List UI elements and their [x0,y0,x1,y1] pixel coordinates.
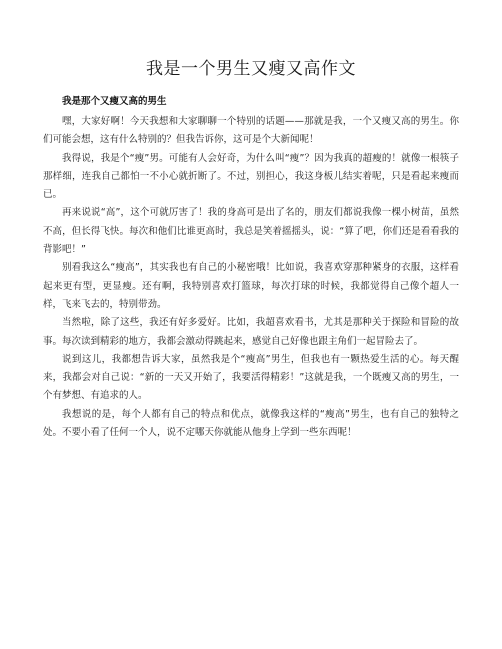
paragraph: 别看我这么“瘦高”，其实我也有自己的小秘密哦！比如说，我喜欢穿那种紧身的衣服，这样看起来更有型，更显瘦。还有啊，我特别喜欢打篮球，每次打球的时候，我都觉得自己像个超人一样，飞来飞去的，特别带劲。 [43,262,459,310]
page-title: 我是一个男生又瘦又高作文 [146,59,356,79]
paragraph: 再来说说“高”，这个可就厉害了！我的身高可是出了名的，朋友们都说我像一棵小树苗，虽然不高，但长得飞快。每次和他们比谁更高时，我总是笑着摇摇头，说：“算了吧，你们还是看看我的背影吧！” [43,207,459,256]
article-body [43,113,459,442]
paragraph: 我得说，我是个“瘦”男。可能有人会好奇，为什么叫“瘦”？因为我真的超瘦的！就像一根筷子那样细，连我自己都怕一不小心就折断了。不过，别担心，我这身板儿结实着呢，只是看起来瘦而已。 [43,152,459,201]
paragraph: 我想说的是，每个人都有自己的特点和优点，就像我这样的“瘦高”男生，也有自己的独特之处。不要小看了任何一个人，说不定哪天你就能从他身上学到一些东西呢！ [43,408,459,439]
paragraph: 当然啦，除了这些，我还有好多爱好。比如，我超喜欢看书，尤其是那种关于探险和冒险的故事。每次读到精彩的地方，我都会激动得跳起来，感觉自己好像也跟主角们一起冒险去了。 [43,317,459,347]
paragraph: 嘿，大家好啊！今天我想和大家聊聊一个特别的话题——那就是我，一个又瘦又高的男生。你们可能会想，这有什么特别的？但我告诉你，这可是个大新闻呢！ [43,116,459,146]
section-heading: 我是那个又瘦又高的男生 [62,96,167,107]
paragraph: 说到这儿，我都想告诉大家，虽然我是个“瘦高”男生，但我也有一颗热爱生活的心。每天醒来，我都会对自己说：“新的一天又开始了，我要活得精彩！”这就是我，一个既瘦又高的男生，一个有梦想、有追求的人。 [43,353,459,402]
